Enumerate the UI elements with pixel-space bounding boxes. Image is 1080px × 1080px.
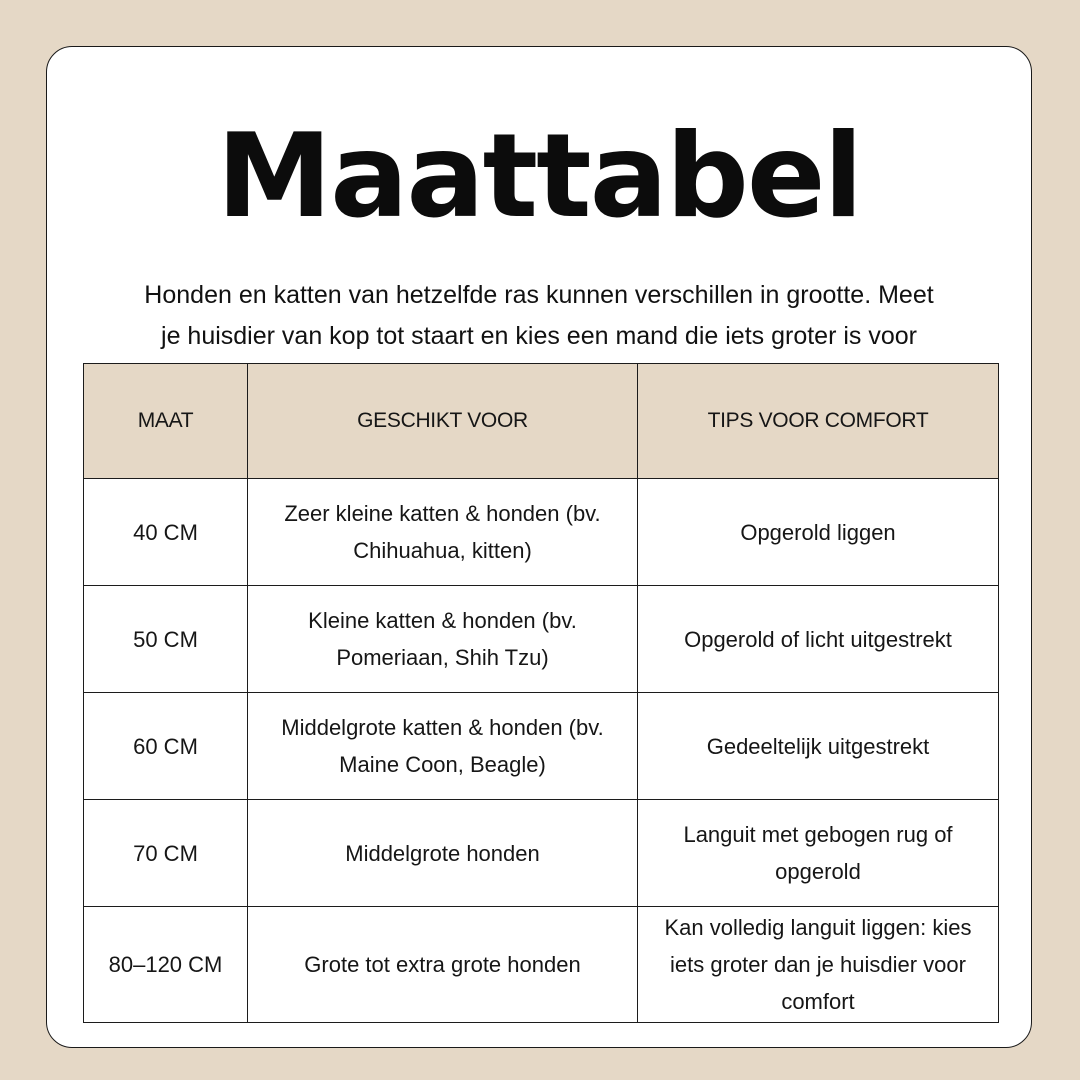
size-cell: 50 CM — [84, 586, 248, 693]
comfort-tip-cell: Languit met gebogen rug of opgerold — [638, 800, 999, 907]
table-row — [84, 693, 999, 800]
table-header-row — [84, 364, 999, 479]
header-suitable-for: GESCHIKT VOOR — [248, 364, 638, 479]
comfort-tip-cell: Opgerold of licht uitgestrekt — [638, 586, 999, 693]
suitable-for-cell: Zeer kleine katten & honden (bv. Chihuahua, kitten) — [248, 479, 638, 586]
table-row — [84, 479, 999, 586]
suitable-for-cell: Middelgrote honden — [248, 800, 638, 907]
table-row — [84, 907, 999, 1023]
comfort-tip-cell: Opgerold liggen — [638, 479, 999, 586]
content-card — [46, 46, 1032, 1048]
size-table — [83, 363, 999, 1023]
table-row — [84, 800, 999, 907]
comfort-tip-cell: Kan volledig languit liggen: kies iets groter dan je huisdier voor comfort — [638, 907, 999, 1023]
comfort-tip-cell: Gedeeltelijk uitgestrekt — [638, 693, 999, 800]
suitable-for-cell: Kleine katten & honden (bv. Pomeriaan, Shih Tzu) — [248, 586, 638, 693]
page-title: Maattabel — [216, 109, 862, 244]
size-cell: 60 CM — [84, 693, 248, 800]
size-cell: 70 CM — [84, 800, 248, 907]
size-cell: 40 CM — [84, 479, 248, 586]
suitable-for-cell: Middelgrote katten & honden (bv. Maine Coon, Beagle) — [248, 693, 638, 800]
suitable-for-cell: Grote tot extra grote honden — [248, 907, 638, 1023]
table-row — [84, 586, 999, 693]
header-size: MAAT — [84, 364, 248, 479]
size-cell: 80–120 CM — [84, 907, 248, 1023]
header-comfort-tips: TIPS VOOR COMFORT — [638, 364, 999, 479]
intro-text: Honden en katten van hetzelfde ras kunnen verschillen in grootte. Meet je huisdier van kop tot staart en kies een mand die iets groter is voor — [144, 281, 934, 350]
